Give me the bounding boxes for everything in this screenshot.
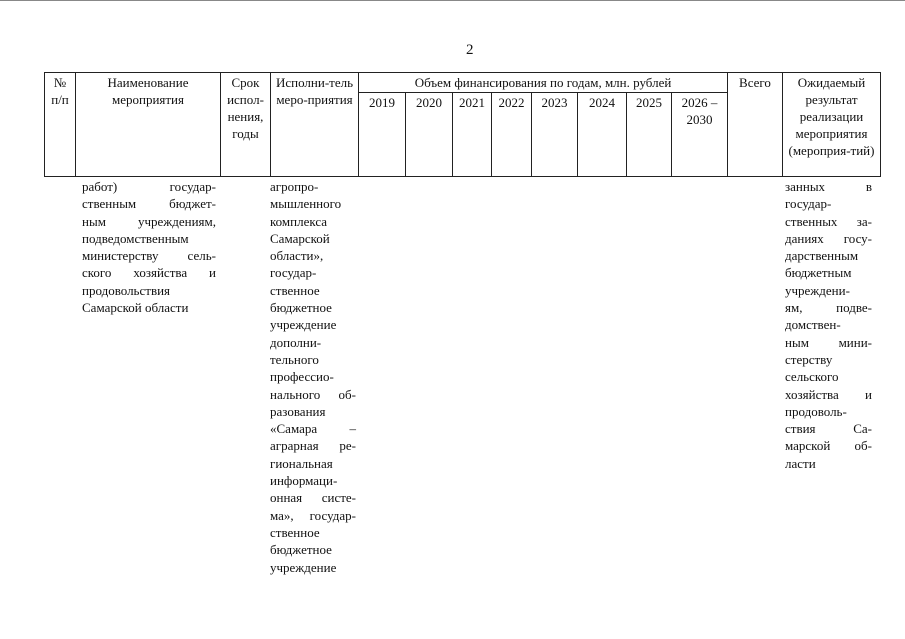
- expected-result-line: [785, 195, 872, 212]
- executor-line: [270, 507, 356, 524]
- text-word: учреждение: [270, 317, 337, 333]
- header-total: Всего: [728, 73, 783, 177]
- page-number: 2: [466, 42, 474, 58]
- text-word: дополни-: [270, 334, 322, 350]
- text-word: бюджет-: [169, 196, 216, 212]
- measure-name-line: [82, 282, 216, 299]
- expected-result-line: [785, 299, 872, 316]
- text-word: онная: [270, 490, 303, 506]
- text-word: ным: [785, 334, 809, 350]
- text-word: работ): [82, 179, 118, 194]
- executor-line: [270, 299, 356, 316]
- text-word: тельного: [270, 351, 319, 367]
- header-executor: Исполни-тель меро-приятия: [271, 73, 359, 177]
- text-word: ственных: [785, 213, 838, 229]
- executor-line: [270, 541, 356, 558]
- text-word: ского: [82, 265, 112, 281]
- executor-text: [270, 178, 356, 576]
- text-word: гиональная: [270, 455, 333, 471]
- text-word: ласти: [785, 455, 816, 471]
- executor-line: [270, 489, 356, 506]
- expected-result-line: [785, 282, 872, 299]
- text-word: ственное: [270, 524, 320, 540]
- header-year: 2026 – 2030: [672, 93, 728, 177]
- text-word: учреждени-: [785, 282, 850, 298]
- text-word: государ-: [309, 507, 356, 523]
- header-year: 2019: [359, 93, 406, 177]
- text-word: бюджетное: [270, 300, 332, 316]
- measure-name-line: [82, 178, 216, 195]
- expected-result-line: [785, 386, 872, 403]
- text-word: об-: [854, 438, 872, 454]
- header-num: № п/п: [45, 73, 76, 177]
- text-word: марской: [785, 438, 831, 454]
- text-word: сельского: [785, 369, 839, 385]
- expected-result-line: [785, 247, 872, 264]
- text-word: домствен-: [785, 317, 841, 333]
- text-word: бюджетным: [785, 265, 852, 281]
- executor-line: [270, 403, 356, 420]
- text-word: бюджетное: [270, 542, 332, 558]
- page-top-edge: [0, 0, 905, 1]
- text-word: «Самара: [270, 421, 318, 437]
- text-word: ям,: [785, 300, 803, 316]
- text-word: ственным: [82, 196, 137, 212]
- text-word: государ-: [270, 265, 317, 281]
- text-word: подве-: [836, 300, 872, 316]
- text-word: ствия: [785, 421, 816, 437]
- expected-result-line: [785, 213, 872, 230]
- measure-name-line: [82, 195, 216, 212]
- executor-line: [270, 195, 356, 212]
- text-word: продоволь-: [785, 403, 847, 419]
- header-year: 2020: [406, 93, 453, 177]
- expected-result-line: [785, 420, 872, 437]
- header-year: 2023: [532, 93, 578, 177]
- text-word: госу-: [843, 230, 872, 246]
- measure-name-text: [82, 178, 216, 316]
- text-word: разования: [270, 403, 326, 419]
- executor-line: [270, 351, 356, 368]
- text-word: ным: [82, 213, 106, 229]
- text-word: ственное: [270, 282, 320, 298]
- text-word: государ-: [169, 179, 216, 194]
- executor-line: [270, 178, 356, 195]
- text-word: стерству: [785, 351, 833, 367]
- text-word: и: [209, 265, 216, 281]
- measure-name-line: [82, 230, 216, 247]
- executor-line: [270, 368, 356, 385]
- executor-line: [270, 282, 356, 299]
- executor-line: [270, 247, 356, 264]
- executor-line: [270, 316, 356, 333]
- header-result: Ожидаемый результат реализации мероприятия (мероприя-тий): [783, 73, 881, 177]
- executor-line: [270, 437, 356, 454]
- header-year: 2024: [578, 93, 627, 177]
- expected-result-line: [785, 368, 872, 385]
- text-word: ре-: [339, 438, 356, 454]
- text-word: агропро-: [270, 179, 319, 194]
- expected-result-line: [785, 351, 872, 368]
- header-term: Срок испол-нения, годы: [221, 73, 271, 177]
- text-word: мышленного: [270, 196, 342, 212]
- executor-line: [270, 334, 356, 351]
- expected-result-line: [785, 403, 872, 420]
- executor-line: [270, 472, 356, 489]
- executor-line: [270, 213, 356, 230]
- text-word: учреждениям,: [137, 213, 216, 229]
- measure-name-line: [82, 264, 216, 281]
- text-word: даниях: [785, 230, 824, 246]
- expected-result-line: [785, 455, 872, 472]
- text-word: комплекса: [270, 213, 328, 229]
- text-word: ма»,: [270, 507, 294, 523]
- text-word: продовольствия: [82, 282, 171, 298]
- text-word: –: [349, 421, 356, 437]
- header-funding: Объем финансирования по годам, млн. рублей: [359, 73, 728, 93]
- text-word: государ-: [785, 196, 832, 212]
- text-word: мини-: [838, 334, 872, 350]
- text-word: министерству: [82, 248, 159, 264]
- text-word: Самарской: [270, 230, 330, 246]
- text-word: Са-: [853, 421, 872, 437]
- text-word: сель-: [187, 248, 216, 264]
- expected-result-line: [785, 437, 872, 454]
- expected-result-line: [785, 178, 872, 195]
- measure-name-line: [82, 299, 216, 316]
- executor-line: [270, 420, 356, 437]
- text-word: за-: [856, 213, 872, 229]
- text-word: области»,: [270, 248, 324, 264]
- expected-result-line: [785, 264, 872, 281]
- text-word: и: [865, 386, 872, 402]
- text-word: профессио-: [270, 369, 334, 385]
- text-word: подведомственным: [82, 230, 189, 246]
- text-word: Самарской области: [82, 300, 189, 316]
- executor-line: [270, 455, 356, 472]
- header-year: 2021: [453, 93, 492, 177]
- expected-result-line: [785, 230, 872, 247]
- expected-result-line: [785, 334, 872, 351]
- executor-line: [270, 230, 356, 247]
- text-word: дарственным: [785, 248, 859, 264]
- expected-result-line: [785, 316, 872, 333]
- text-word: занных: [785, 179, 826, 194]
- text-word: хозяйства: [133, 265, 188, 281]
- text-word: об-: [338, 386, 356, 402]
- header-name: Наименование мероприятия: [76, 73, 221, 177]
- text-word: учреждение: [270, 559, 337, 575]
- measure-name-line: [82, 213, 216, 230]
- header-year: 2025: [627, 93, 672, 177]
- text-word: нального: [270, 386, 321, 402]
- executor-line: [270, 386, 356, 403]
- text-word: информаци-: [270, 473, 338, 489]
- executor-line: [270, 559, 356, 576]
- text-word: в: [865, 179, 872, 194]
- executor-line: [270, 524, 356, 541]
- text-word: хозяйства: [785, 386, 839, 402]
- expected-result-text: [785, 178, 872, 472]
- text-word: систе-: [321, 490, 356, 506]
- funding-table-header: [44, 72, 881, 177]
- text-word: аграрная: [270, 438, 319, 454]
- executor-line: [270, 264, 356, 281]
- measure-name-line: [82, 247, 216, 264]
- header-year: 2022: [492, 93, 532, 177]
